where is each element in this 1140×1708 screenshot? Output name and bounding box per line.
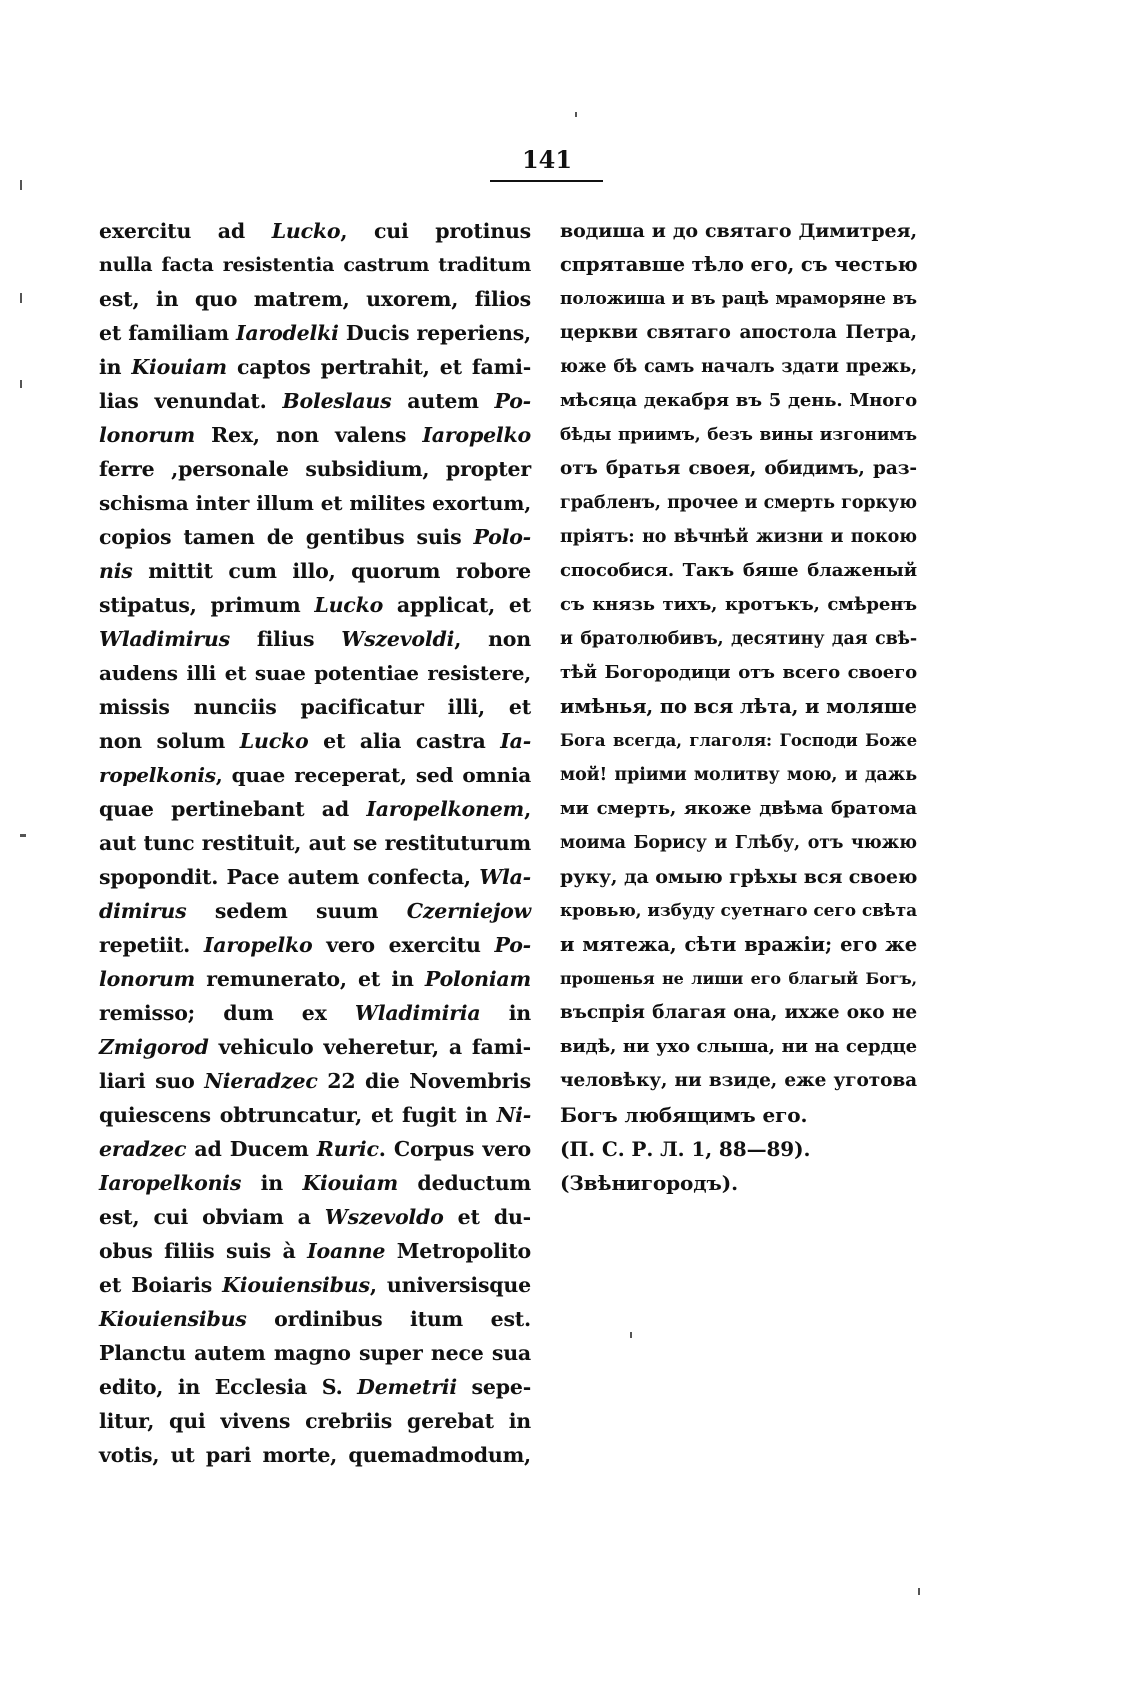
text-line: мѣсяца декабря въ 5 день. Много	[560, 390, 917, 411]
italic-name: Iaropelko	[203, 933, 313, 957]
text-run: missis nunciis pacificatur illi, et	[99, 695, 531, 719]
text-line	[99, 996, 531, 1030]
text-line: положиша и въ рацѣ мраморяне въ	[560, 289, 917, 309]
scan-speck	[575, 112, 577, 117]
text-line	[99, 1098, 531, 1132]
text-line	[99, 214, 531, 248]
text-line: способися. Такъ бяше блаженый	[560, 560, 917, 581]
italic-name: Nieradzec	[204, 1069, 318, 1093]
page-number: 141	[521, 145, 573, 174]
text-line: мой! пріими молитву мою, и дажь	[560, 765, 917, 785]
italic-name: Lucko	[271, 219, 341, 243]
text-line: руку, да омыю грѣхы вся своею	[560, 866, 918, 888]
text-line	[99, 418, 531, 452]
text-run: non solum	[99, 729, 240, 753]
text-line	[99, 724, 531, 758]
text-line: съ князь тихъ, кротъкъ, смѣренъ	[560, 594, 917, 615]
text-run: ad Ducem	[186, 1137, 317, 1161]
text-run: est, cui obviam a	[99, 1205, 325, 1229]
text-line: Бога всегда, глаголя: Господи Боже	[560, 731, 917, 750]
text-run: copios tamen de gentibus suis	[99, 525, 474, 549]
text-line: (Звѣнигородъ).	[560, 1171, 738, 1195]
text-line	[99, 758, 531, 792]
text-line: церкви святаго апостола Петра,	[560, 322, 917, 343]
text-line: имѣнья, по вся лѣта, и моляше	[560, 695, 917, 718]
scan-speck	[20, 834, 26, 837]
text-run: in	[99, 355, 132, 379]
scan-speck	[20, 380, 22, 388]
text-run: remunerato, et in	[195, 967, 425, 991]
text-line: Богъ любящимъ его.	[560, 1103, 808, 1127]
text-line	[99, 1302, 531, 1336]
text-run: , quae receperat, sed omnia	[215, 763, 531, 787]
text-run: mittit cum illo, quorum robore	[132, 559, 531, 583]
text-run: quae pertinebant ad	[99, 797, 367, 821]
text-line: въспрія благая она, ихже око не	[560, 1002, 917, 1023]
text-line: спрятавше тѣло его, съ честью	[560, 253, 918, 276]
text-line: видѣ, ни ухо слыша, ни на сердце	[560, 1036, 917, 1057]
text-run: et du-	[443, 1205, 531, 1229]
page-number-rule	[490, 180, 603, 182]
text-line: ми смерть, якоже двѣма братома	[560, 798, 917, 819]
text-run: , universisque	[369, 1273, 531, 1297]
text-line	[99, 452, 531, 486]
text-run: edito, in Ecclesia S.	[99, 1375, 358, 1399]
italic-name: Wladimirus	[99, 627, 230, 651]
text-line	[99, 1234, 531, 1268]
text-line: грабленъ, прочее и смерть горкую	[560, 493, 917, 513]
italic-name: Ioanne	[307, 1239, 386, 1263]
italic-name: Kiouiam	[131, 355, 227, 379]
text-run: remisso; dum ex	[99, 1001, 355, 1025]
text-run: in	[241, 1171, 303, 1195]
italic-name: Wszevoldo	[324, 1205, 444, 1229]
italic-name: Ruric	[316, 1137, 379, 1161]
scan-speck	[918, 1588, 920, 1595]
text-run: deductum	[397, 1171, 531, 1195]
text-run: ordinibus itum est.	[246, 1307, 531, 1331]
church-slavonic-text-column	[560, 214, 917, 1200]
text-line	[99, 1438, 531, 1472]
text-line	[99, 282, 531, 316]
text-run: vehiculo veheretur, a fami-	[208, 1035, 531, 1059]
text-run: in	[480, 1001, 531, 1025]
text-line	[99, 928, 531, 962]
text-run: stipatus, primum	[99, 593, 315, 617]
text-line	[99, 1200, 531, 1234]
italic-name: Wladimiria	[354, 1001, 481, 1025]
text-run: Rex, non valens	[195, 423, 423, 447]
text-line	[99, 622, 531, 656]
text-line	[99, 1166, 531, 1200]
text-line: пріятъ: но вѣчнѣй жизни и покою	[560, 527, 917, 547]
text-line: (П. С. Р. Л. 1, 88—89).	[560, 1137, 811, 1161]
text-run: Metropolito	[385, 1239, 531, 1263]
scan-speck	[630, 1332, 632, 1338]
text-run: litur, qui vivens crebriis gerebat in	[99, 1409, 531, 1433]
text-line	[99, 520, 531, 554]
text-run: 22 die Novembris	[317, 1069, 531, 1093]
text-line	[99, 962, 531, 996]
text-run: lias venundat.	[99, 389, 283, 413]
italic-name: ropelkonis	[99, 763, 216, 787]
italic-name: Lucko	[239, 729, 309, 753]
text-line: и братолюбивъ, десятину дая свѣ-	[560, 629, 917, 649]
text-line	[99, 1404, 531, 1438]
text-line: водиша и до святаго Димитрея,	[560, 220, 917, 242]
italic-name: Po-	[494, 389, 531, 413]
italic-name: dimirus	[99, 899, 187, 923]
text-run: spopondit. Pace autem confecta,	[99, 865, 480, 889]
text-run: exercitu ad	[99, 219, 272, 243]
italic-name: lonorum	[99, 423, 196, 447]
italic-name: Wla-	[479, 865, 531, 889]
italic-name: Demetrii	[357, 1375, 457, 1399]
text-line	[99, 1064, 531, 1098]
text-run: aut tunc restituit, aut se restituturum	[99, 831, 531, 855]
text-line	[99, 486, 531, 520]
text-line: прошенья не лиши его благый Богъ,	[560, 969, 917, 988]
text-line	[99, 588, 531, 622]
italic-name: Ia-	[500, 729, 531, 753]
italic-name: lonorum	[99, 967, 196, 991]
text-line	[99, 350, 531, 384]
italic-name: Kiouiam	[302, 1171, 398, 1195]
text-run: , cui protinus	[340, 219, 532, 243]
italic-name: Kiouiensibus	[99, 1307, 247, 1331]
italic-name: Ni-	[496, 1103, 531, 1127]
text-line: юже бѣ самъ началъ здати прежь,	[560, 357, 917, 377]
text-line	[99, 792, 531, 826]
text-run: et Boiaris	[99, 1273, 223, 1297]
text-run: filius	[229, 627, 342, 651]
italic-name: Iaropelkonis	[99, 1171, 242, 1195]
text-line: кровью, избуду суетнаго сего свѣта	[560, 901, 917, 921]
text-line: отъ братья своея, обидимъ, раз-	[560, 458, 917, 479]
text-run: et familiam	[99, 321, 236, 345]
text-run: . Corpus vero	[378, 1137, 531, 1161]
text-run: repetiit.	[99, 933, 204, 957]
scan-speck	[20, 293, 22, 303]
text-line	[99, 690, 531, 724]
text-line	[99, 1370, 531, 1404]
italic-name: Kiouiensibus	[222, 1273, 370, 1297]
text-line	[99, 1030, 531, 1064]
text-line	[99, 316, 531, 350]
italic-name: nis	[99, 559, 133, 583]
text-run: ,	[524, 797, 531, 821]
latin-text-column	[99, 214, 531, 1472]
text-run: Ducis reperiens,	[338, 321, 531, 345]
text-run: schisma inter illum et milites exortum,	[99, 491, 531, 515]
text-line	[99, 894, 531, 928]
text-run: et alia castra	[308, 729, 501, 753]
text-line: тѣй Богородици отъ всего своего	[560, 662, 917, 683]
italic-name: Boleslaus	[282, 389, 392, 413]
text-run: liari suo	[99, 1069, 205, 1093]
text-run: audens illi et suae potentiae resistere,	[99, 661, 531, 685]
text-line	[99, 860, 531, 894]
italic-name: Zmigorod	[99, 1035, 209, 1059]
text-run: nulla facta resistentia castrum traditum	[99, 254, 531, 276]
text-run: sedem suum	[186, 899, 407, 923]
italic-name: Po-	[494, 933, 531, 957]
text-line: и мятежа, сѣти вражіи; его же	[560, 933, 917, 956]
text-line: человѣку, ни взиде, еже уготова	[560, 1070, 917, 1091]
italic-name: Iaropelko	[422, 423, 531, 447]
text-run: , non	[454, 627, 531, 651]
text-line	[99, 656, 531, 690]
text-run: autem	[391, 389, 495, 413]
text-line	[99, 826, 531, 860]
italic-name: Iarodelki	[236, 321, 339, 345]
text-line	[99, 1132, 531, 1166]
scan-speck	[20, 180, 22, 190]
text-run: votis, ut pari morte, quemadmodum,	[99, 1443, 531, 1467]
text-run: captos pertrahit, et fami-	[226, 355, 532, 379]
italic-name: Lucko	[314, 593, 384, 617]
text-run: Planctu autem magno super nece sua	[99, 1341, 531, 1365]
italic-name: eradzec	[99, 1137, 187, 1161]
italic-name: Poloniam	[424, 967, 531, 991]
text-run: sepe-	[456, 1375, 532, 1399]
text-line	[99, 248, 531, 282]
text-line	[99, 384, 531, 418]
text-line	[99, 1336, 531, 1370]
italic-name: Iaropelkonem	[366, 797, 525, 821]
text-run: vero exercitu	[312, 933, 495, 957]
italic-name: Polo-	[473, 525, 531, 549]
text-run: quiescens obtruncatur, et fugit in	[99, 1103, 497, 1127]
text-line: моима Борису и Глѣбу, отъ чюжю	[560, 833, 917, 853]
text-line: бѣды приимъ, безъ вины изгонимъ	[560, 425, 917, 445]
text-line	[99, 1268, 531, 1302]
italic-name: Czerniejow	[406, 899, 531, 923]
text-run: ferre ,personale subsidium, propter	[99, 457, 531, 481]
text-run: obus filiis suis à	[99, 1239, 308, 1263]
italic-name: Wszevoldi	[341, 627, 455, 651]
text-line	[99, 554, 531, 588]
text-run: applicat, et	[383, 593, 531, 617]
text-run: est, in quo matrem, uxorem, filios	[99, 287, 531, 311]
